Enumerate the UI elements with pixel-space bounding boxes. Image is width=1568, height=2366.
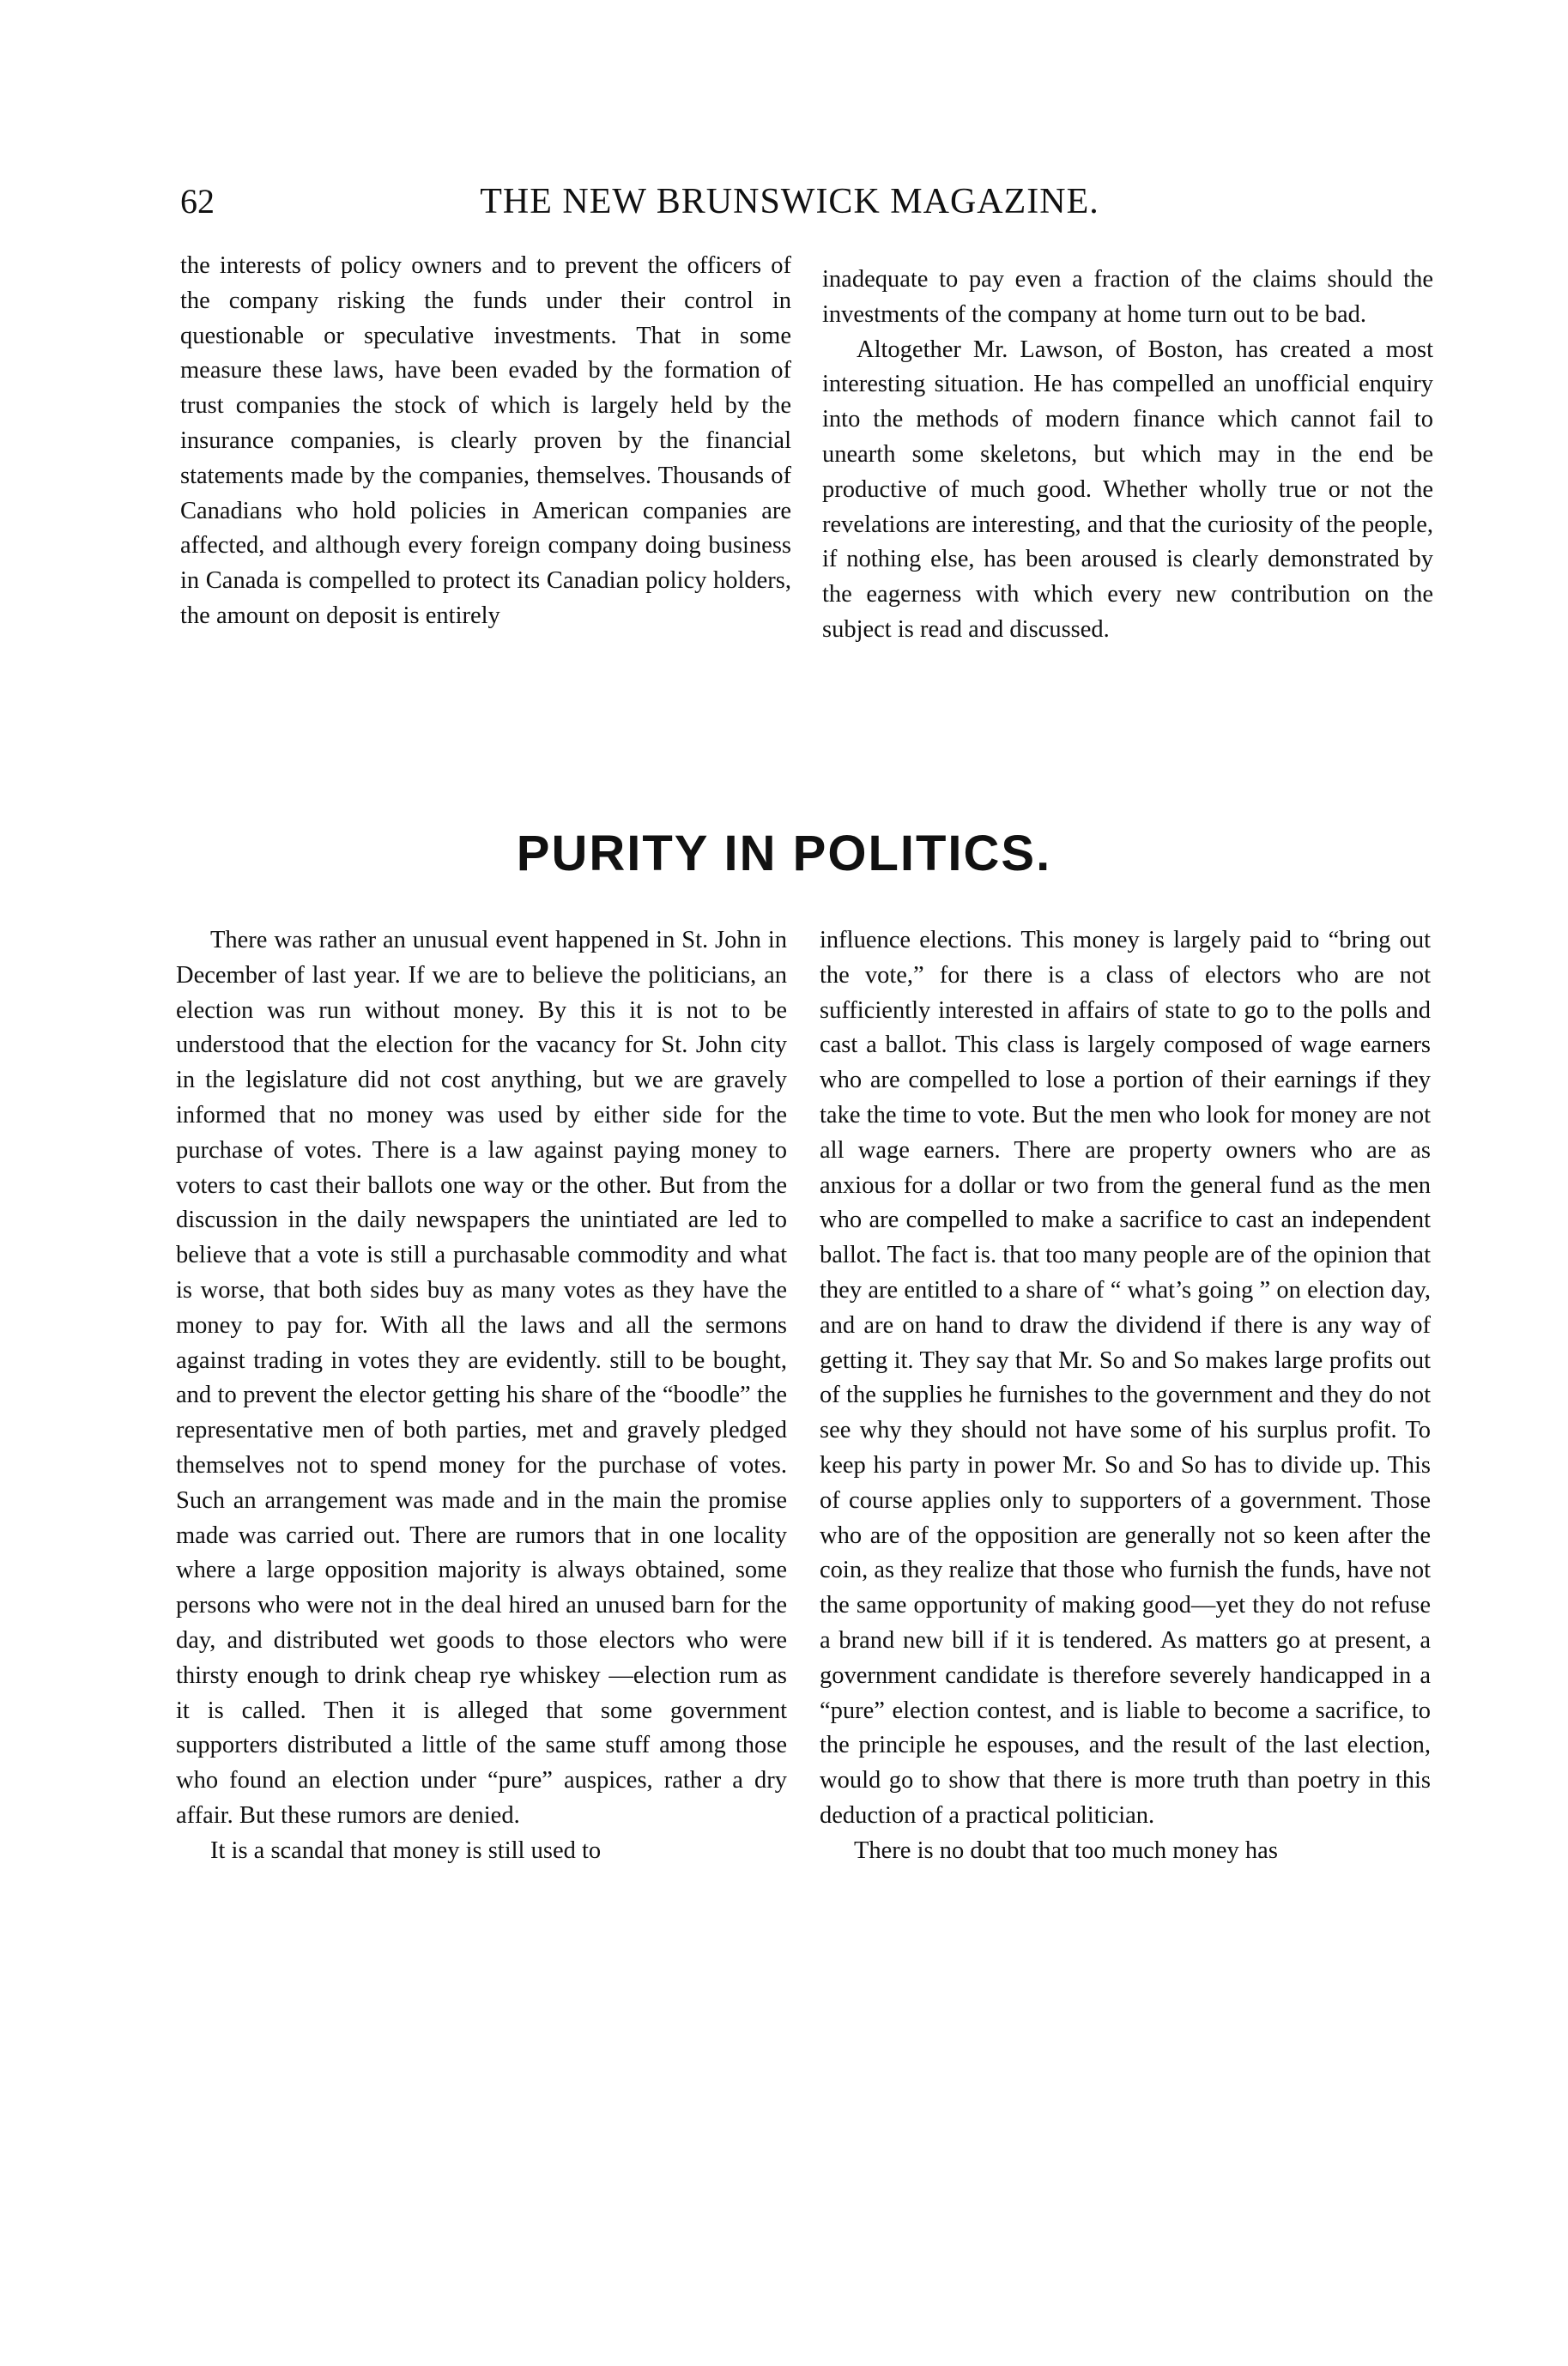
paragraph: the interests of policy owners and to prevent the officers of the company risking the funds under their control in questionable or speculative investments. That in some measure these laws, have been evaded by the formation of trust companies the stock of which is largely held by the insurance companies, is clearly proven by the financial statements made by the companies, themselves. Thousands of Canadians who hold policies in American companies are affected, and although every foreign company doing business in Canada is compelled to protect its Canadian policy holders, the amount on deposit is entirely — [180, 252, 791, 629]
previous-article-right-column — [822, 263, 1433, 648]
running-head — [180, 176, 1399, 227]
paragraph: There was rather an unusual event happened in St. John in December of last year. If we are to believe the politicians, an election was run without money. By this it is not to be understood that the election for the vacancy for St. John city in the legislature did not cost anything, but we are gravely informed that no money was used by either side for the purchase of votes. There is a law against paying money to voters to cast their ballots one way or the other. But from the discussion in the daily newspapers the unintiated are led to believe that a vote is still a purchasable commodity and what is worse, that both sides buy as many votes as they have the money to pay for. With all the laws and all the sermons against trading in votes they are evidently. still to be bought, and to prevent the elector getting his share of the “boodle” the representative men of both parties, met and gravely pledged themselves not to spend money for the purchase of votes. Such an arrangement was made and in the main the promise made was carried out. There are rumors that in one locality where a large opposition majority is always obtained, some persons who were not in the deal hired an unused barn for the day, and distributed wet goods to those electors who were thirsty enough to drink cheap rye whiskey —election rum as it is called. Then it is alleged that some government supporters distributed a little of the same stuff among those who found an election under “pure” auspices, rather a dry affair. But these rumors are denied. — [176, 927, 787, 1829]
article-left-column — [176, 923, 787, 1869]
paragraph: There is no doubt that too much money has — [854, 1837, 1278, 1864]
article-right-column — [820, 923, 1431, 1869]
paragraph: Altogether Mr. Lawson, of Boston, has created a most interesting situation. He has compelled an unofficial enquiry into the methods of modern finance which cannot fail to unearth some skeletons, but which may in the end be productive of much good. Whether wholly true or not the revelations are interesting, and that the curiosity of the people, if nothing else, has been aroused is clearly demonstrated by the eagerness with which every new contribution on the subject is read and discussed. — [822, 336, 1433, 643]
paragraph: inadequate to pay even a fraction of the claims should the investments of the company at home turn out to be bad. — [822, 266, 1433, 328]
previous-article-left-column — [180, 249, 791, 634]
paragraph: It is a scandal that money is still used to — [210, 1837, 602, 1864]
paragraph: influence elections. This money is largely paid to “bring out the vote,” for there is a class of electors who are not sufficiently interested in affairs of state to go to the polls and cast a ballot. This class is largely composed of wage earners who are compelled to lose a portion of their earnings if they take the time to vote. But the men who look for money are not all wage earners. There are property owners who are as anxious for a dollar or two from the general fund as the men who are compelled to make a sacrifice to cast an independent ballot. The fact is. that too many people are of the opinion that they are entitled to a share of “ what’s going ” on election day, and are on hand to draw the dividend if there is any way of getting it. They say that Mr. So and So makes large profits out of the supplies he furnishes to the government and they do not see why they should not have some of his surplus profit. To keep his party in power Mr. So and So has to divide up. This of course applies only to supporters of a government. Those who are of the opposition are generally not so keen after the coin, as they realize that those who furnish the funds, have not the same opportunity of making good—yet they do not refuse a brand new bill if it is tendered. As matters go at present, a government candidate is therefore severely handicapped in a “pure” election contest, and is liable to become a sacrifice, to the principle he espouses, and the result of the last election, would go to show that there is more truth than poetry in this deduction of a practical politician. — [820, 927, 1431, 1829]
magazine-title: THE NEW BRUNSWICK MAGAZINE. — [480, 182, 1099, 221]
page-number: 62 — [180, 182, 215, 221]
article-title: PURITY IN POLITICS. — [516, 826, 1052, 881]
